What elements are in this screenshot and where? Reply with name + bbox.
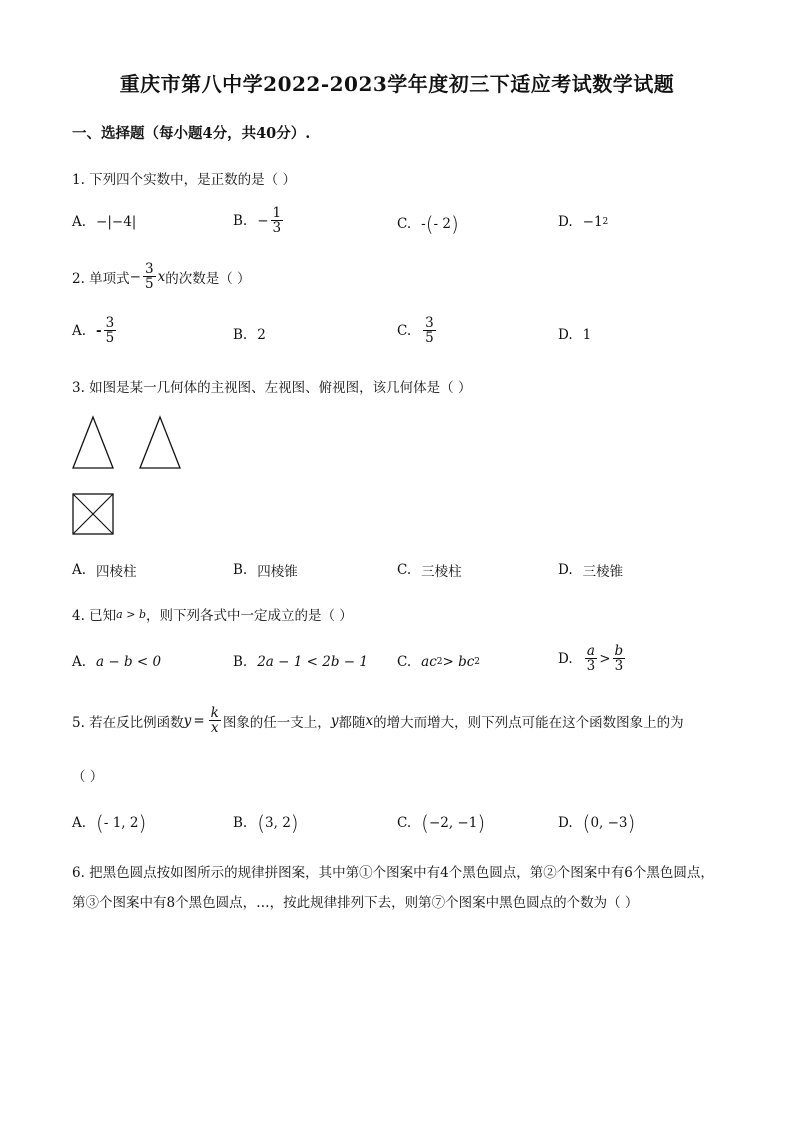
option-value: −|−4| xyxy=(96,214,137,230)
option-exponent: 2 xyxy=(436,657,443,667)
denominator: 3 xyxy=(272,220,282,237)
variable-y: y xyxy=(330,712,339,729)
q4-option-b[interactable] xyxy=(233,654,368,670)
stem-text: 的次数是（ ） xyxy=(165,270,251,287)
option-label: C. xyxy=(397,562,412,578)
question-2-stem xyxy=(72,262,251,291)
fraction xyxy=(613,644,626,673)
numerator: 3 xyxy=(144,261,154,277)
option-value: 2a − 1 < 2b − 1 xyxy=(257,654,368,670)
section-heading: 一、选择题（每小题4分，共40分）. xyxy=(72,125,311,142)
side-view-triangle xyxy=(140,417,180,468)
right-paren-icon: ) xyxy=(477,811,486,835)
option-label: C. xyxy=(397,322,412,339)
option-value: 四棱柱 xyxy=(96,564,137,580)
left-paren-icon: ( xyxy=(425,212,434,236)
numerator: 1 xyxy=(272,205,282,221)
question-4-stem xyxy=(72,604,353,624)
fraction xyxy=(104,316,117,345)
fraction xyxy=(585,644,598,673)
numerator: 3 xyxy=(105,315,115,331)
left-paren-icon: ( xyxy=(96,811,104,835)
q2-option-b[interactable] xyxy=(233,327,266,343)
question-1-stem: 1. 下列四个实数中，是正数的是（ ） xyxy=(72,172,296,188)
stem-text: 图象的任一支上， xyxy=(222,714,331,731)
minus-sign: - xyxy=(96,322,102,339)
q3-option-d[interactable] xyxy=(558,560,623,580)
condition: a > b xyxy=(116,607,146,621)
top-view-square xyxy=(73,494,113,534)
q4-option-d[interactable] xyxy=(558,644,627,673)
option-label: A. xyxy=(72,322,87,339)
q5-option-d[interactable] xyxy=(558,811,635,835)
option-label: D. xyxy=(558,214,573,230)
numerator: a xyxy=(586,643,595,659)
option-value: 三棱柱 xyxy=(421,564,462,580)
q2-option-d[interactable] xyxy=(558,327,591,343)
stem-text: 都随 xyxy=(338,714,366,731)
operator: > xyxy=(599,650,611,667)
option-term: > bc xyxy=(442,654,475,670)
option-exponent: 2 xyxy=(602,217,609,227)
q1-option-c[interactable] xyxy=(397,212,459,236)
denominator: 5 xyxy=(425,330,434,347)
variable-x: x xyxy=(365,712,374,729)
option-label: B. xyxy=(233,815,248,831)
right-paren-icon: ) xyxy=(290,811,299,835)
minus-sign: − xyxy=(257,212,269,229)
numerator: k xyxy=(210,705,219,721)
q1-option-b[interactable] xyxy=(233,206,285,235)
option-label: A. xyxy=(72,654,87,670)
question-6-stem: 6. 把黑色圆点按如图所示的规律拼图案，其中第①个图案中有4个黑色圆点，第②个图案中有6个黑色圆点，第③个图案中有8个黑色圆点，…，按此规律排列下去，则第⑦个图案中黑色圆点的个数为（ ） xyxy=(72,865,714,911)
question-5-blank: （ ） xyxy=(72,769,104,785)
minus-sign: - xyxy=(421,216,426,232)
right-paren-icon: ) xyxy=(138,811,147,835)
equals-sign: = xyxy=(193,712,205,729)
option-label: C. xyxy=(397,815,412,831)
option-value: 四棱锥 xyxy=(257,564,298,580)
option-label: C. xyxy=(397,216,412,232)
q2-option-a[interactable] xyxy=(72,316,118,345)
left-paren-icon: ( xyxy=(582,811,591,835)
stem-text: 5. 若在反比例函数 xyxy=(72,714,184,731)
denominator: 3 xyxy=(586,658,596,675)
q1-option-a[interactable] xyxy=(72,214,136,230)
option-label: D. xyxy=(558,327,573,343)
numerator: b xyxy=(614,643,624,659)
q3-option-a[interactable] xyxy=(72,560,137,580)
right-paren-icon: ) xyxy=(627,811,636,835)
denominator: x xyxy=(210,720,219,737)
option-value: - 1, 2 xyxy=(103,815,139,831)
option-label: D. xyxy=(558,562,573,578)
option-label: B. xyxy=(233,654,248,670)
q3-option-c[interactable] xyxy=(397,560,462,580)
stem-text: 2. 单项式 xyxy=(72,270,130,287)
option-base: −1 xyxy=(582,214,603,230)
q5-option-b[interactable] xyxy=(233,811,299,835)
minus-sign: − xyxy=(129,268,141,285)
option-value: 3, 2 xyxy=(265,815,291,831)
left-paren-icon: ( xyxy=(257,811,266,835)
variable: x xyxy=(157,268,166,285)
three-view-figure xyxy=(72,415,192,540)
option-label: A. xyxy=(72,562,87,578)
option-label: B. xyxy=(233,212,248,229)
option-label: D. xyxy=(558,650,573,667)
q2-option-c[interactable] xyxy=(397,316,438,345)
option-label: B. xyxy=(233,327,248,343)
stem-text: 的增大而增大，则下列点可能在这个函数图象上的为 xyxy=(373,714,684,731)
variable-y: y xyxy=(183,712,192,729)
right-paren-icon: ) xyxy=(450,212,459,236)
option-value: - 2 xyxy=(433,216,451,232)
option-value: 0, −3 xyxy=(590,815,628,831)
option-value: 2 xyxy=(257,327,266,343)
option-label: A. xyxy=(72,214,87,230)
denominator: 3 xyxy=(614,658,624,675)
option-term: ac xyxy=(421,654,437,670)
option-label: D. xyxy=(558,815,573,831)
question-5-stem xyxy=(72,706,684,735)
option-exponent: 2 xyxy=(474,657,481,667)
fraction xyxy=(143,262,156,291)
q3-option-b[interactable] xyxy=(233,560,298,580)
q5-option-a[interactable] xyxy=(72,811,146,835)
question-3-stem: 3. 如图是某一几何体的主视图、左视图、俯视图，该几何体是（ ） xyxy=(72,380,472,396)
option-value: 1 xyxy=(582,327,592,343)
option-value: −2, −1 xyxy=(428,815,478,831)
q4-option-c[interactable] xyxy=(397,654,480,670)
fraction xyxy=(423,316,436,345)
stem-text: 4. 已知 xyxy=(72,608,117,624)
q4-option-a[interactable] xyxy=(72,654,161,670)
left-paren-icon: ( xyxy=(421,811,429,835)
stem-text: ，则下列各式中一定成立的是（ ） xyxy=(145,608,353,624)
fraction xyxy=(271,206,284,235)
option-label: B. xyxy=(233,562,248,578)
fraction xyxy=(209,706,221,735)
q1-option-d[interactable] xyxy=(558,214,608,230)
option-value: a − b < 0 xyxy=(96,654,162,670)
q5-option-c[interactable] xyxy=(397,811,485,835)
option-label: A. xyxy=(72,815,87,831)
numerator: 3 xyxy=(425,315,434,331)
option-label: C. xyxy=(397,654,412,670)
denominator: 5 xyxy=(105,330,115,347)
denominator: 5 xyxy=(144,276,154,293)
option-value: 三棱锥 xyxy=(582,564,624,580)
front-view-triangle xyxy=(73,417,113,468)
page-title: 重庆市第八中学2022-2023学年度初三下适应考试数学试题 xyxy=(119,72,675,96)
